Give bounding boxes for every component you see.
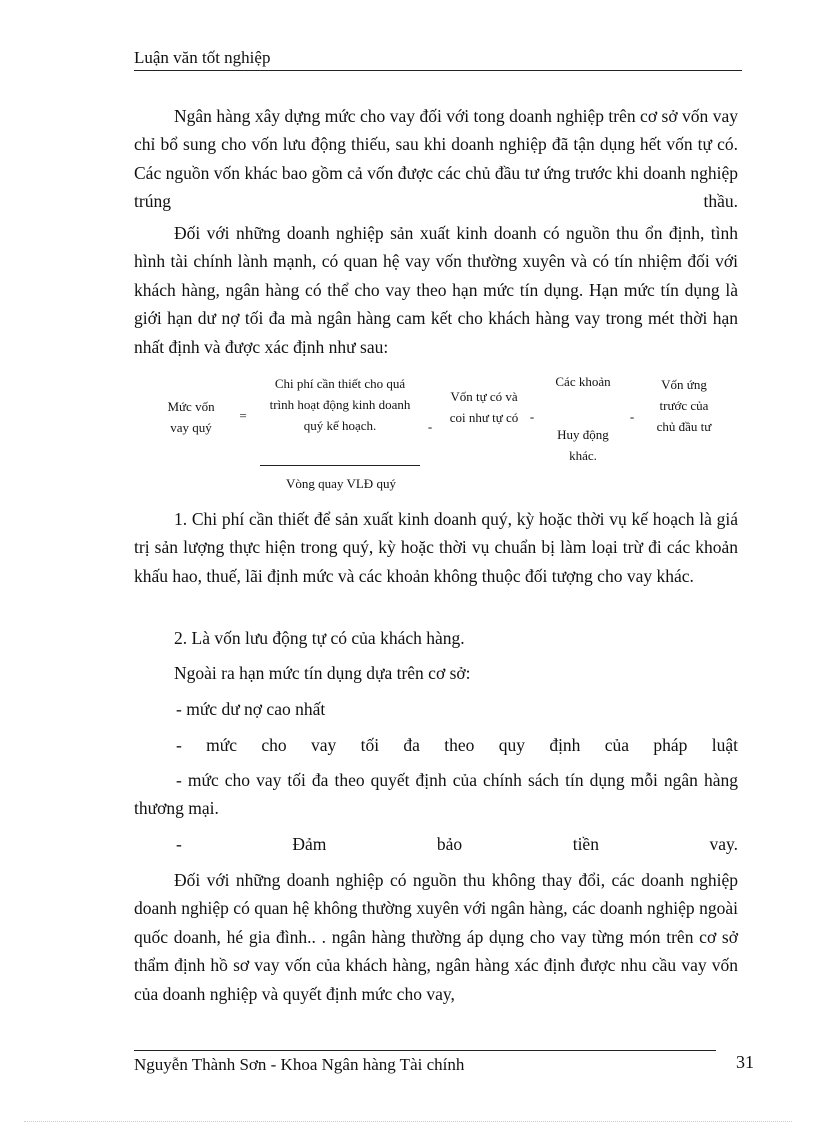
formula-advance-capital: Vốn ứng trước của chủ đầu tư	[656, 377, 712, 434]
paragraph-5: Ngoài ra hạn mức tín dụng dựa trên cơ sở:	[174, 663, 471, 683]
formula-own-capital: Vốn tự có và coi như tự có	[449, 389, 519, 425]
footer-author: Nguyễn Thành Sơn - Khoa Ngân hàng Tài chính	[134, 1055, 465, 1074]
formula-other-sources-top: Các khoản	[555, 374, 611, 389]
paragraph-6: Đối với những doanh nghiệp có nguồn thu không thay đổi, các doanh nghiệp doanh nghiệp có quan hệ không thường xuyên với ngân hàng, các doanh nghiệp ngoài quốc doanh, hé gia đình.. . ngân hàng thường áp dụng cho vay từng món trên cơ sở thẩm định hồ sơ vay vốn của khách hàng, ngân hàng xác định được nhu cầu vay vốn của doanh nghiệp và quyết định mức cho vay,	[134, 870, 738, 1004]
header-rule	[134, 70, 742, 71]
formula-minus-3: -	[629, 409, 635, 424]
bullet-item: - mức dư nợ cao nhất	[176, 699, 326, 719]
page-number: 31	[736, 1052, 754, 1072]
running-header: Luận văn tốt nghiệp	[134, 48, 271, 67]
page-edge-divider	[24, 1121, 792, 1122]
footer-rule	[134, 1050, 716, 1051]
fraction-line	[260, 465, 420, 466]
bullet-item: - mức cho vay tối đa theo quyết định của chính sách tín dụng mỗi ngân hàng thương mại.	[134, 770, 738, 819]
paragraph-1: Ngân hàng xây dựng mức cho vay đối với tong doanh nghiệp trên cơ sở vốn vay chỉ bổ sung cho vốn lưu động thiếu, sau khi doanh nghiệp đã tận dụng hết vốn tự có. Các nguồn vốn khác bao gồm cả vốn được các chủ đầu tư ứng trước khi doanh nghiệp trúng thầu.	[134, 106, 738, 212]
bullet-item: - Đảm bảo tiền vay.	[176, 834, 738, 854]
paragraph-4: 2. Là vốn lưu động tự có của khách hàng.	[174, 628, 465, 648]
formula-minus-1: -	[427, 419, 433, 434]
formula-equals: =	[239, 408, 247, 423]
paragraph-2: Đối với những doanh nghiệp sản xuất kinh doanh có nguồn thu ổn định, tình hình tài chính lành mạnh, có quan hệ vay vốn thường xuyên và có tín nhiệm đối với khách hàng, ngân hàng có thể cho vay theo hạn mức tín dụng. Hạn mức tín dụng là giới hạn dư nợ tối đa mà ngân hàng cam kết cho khách hàng vay trong mét thời hạn nhất định và được xác định như sau:	[134, 223, 738, 357]
formula-other-sources-bottom: Huy động khác.	[557, 427, 609, 463]
formula-lhs: Mức vốn vay quý	[167, 399, 215, 435]
bullet-item: - mức cho vay tối đa theo quy định của pháp luật	[176, 735, 738, 755]
paragraph-3: 1. Chi phí cần thiết để sản xuất kinh doanh quý, kỳ hoặc thời vụ kế hoạch là giá trị sản lượng thực hiện trong quý, kỳ hoặc thời vụ chuẩn bị làm loại trừ đi các khoản khấu hao, thuế, lãi định mức và các khoản không thuộc đối tượng cho vay khác.	[134, 509, 738, 586]
formula-numerator: Chi phí cần thiết cho quá trình hoạt động kinh doanh quý kế hoạch.	[269, 376, 411, 433]
formula-denominator: Vòng quay VLĐ quý	[286, 476, 396, 491]
formula-minus-2: -	[529, 409, 535, 424]
